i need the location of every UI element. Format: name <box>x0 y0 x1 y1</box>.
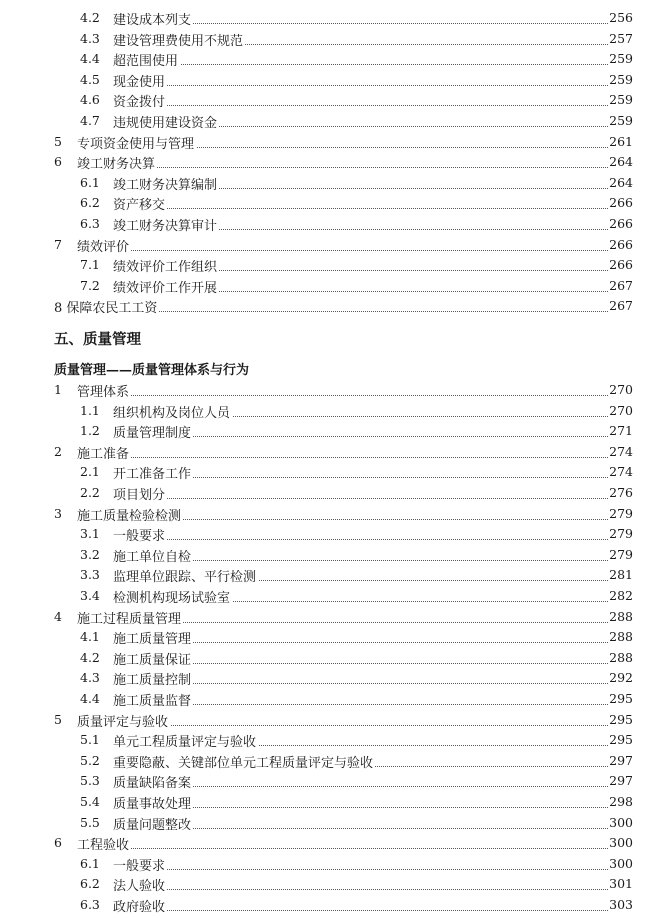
toc-entry-number: 4.2 <box>80 649 100 665</box>
toc-entry-title: 建设成本列支 <box>113 9 193 28</box>
toc-entry-page: 288 <box>609 608 633 624</box>
toc-entry-number: 6.1 <box>80 855 100 871</box>
toc-entry[interactable] <box>0 833 650 853</box>
toc-entry-number: 6 <box>54 835 62 851</box>
dot-leader <box>113 869 610 870</box>
toc-entry[interactable] <box>0 111 650 131</box>
dot-leader <box>113 85 610 86</box>
toc-entry[interactable] <box>0 524 650 544</box>
toc-entry-number: 6.1 <box>80 174 100 190</box>
toc-entry[interactable] <box>0 607 650 627</box>
toc-entry-number: 6.3 <box>80 897 100 912</box>
toc-entry[interactable] <box>0 214 650 234</box>
toc-entry-page: 256 <box>609 10 633 25</box>
toc-entry-number: 6 <box>54 154 62 170</box>
toc-entry[interactable] <box>0 255 650 275</box>
toc-entry[interactable] <box>0 648 650 668</box>
toc-entry-title: 质量缺陷备案 <box>113 772 193 791</box>
toc-entry-number: 5.3 <box>80 773 100 789</box>
toc-entry-number: 2.2 <box>80 485 100 500</box>
toc-entry-page: 259 <box>609 113 633 128</box>
toc-entry[interactable] <box>0 152 650 172</box>
toc-entry-title: 建设管理费使用不规范 <box>113 30 245 49</box>
toc-entry[interactable] <box>0 504 650 524</box>
toc-entry[interactable] <box>0 29 650 49</box>
toc-entry-number: 1.2 <box>80 423 100 439</box>
toc-entry-number: 5.2 <box>80 752 100 768</box>
toc-entry[interactable] <box>0 689 650 709</box>
toc-entry[interactable] <box>0 70 650 90</box>
toc-entry[interactable] <box>0 895 650 915</box>
toc-entry[interactable] <box>0 586 650 606</box>
toc-entry-page: 300 <box>609 855 633 871</box>
toc-entry-number: 6.3 <box>80 216 100 231</box>
toc-entry[interactable] <box>0 483 650 503</box>
toc-entry-number: 4.2 <box>80 10 100 25</box>
toc-entry[interactable] <box>0 813 650 833</box>
toc-entry-title: 资金拨付 <box>113 91 167 110</box>
toc-entry-page: 300 <box>609 835 633 851</box>
toc-entry-number: 4.6 <box>80 92 100 108</box>
toc-entry-page: 292 <box>609 670 633 686</box>
toc-entry-title: 违规使用建设资金 <box>113 112 219 131</box>
toc-entry[interactable] <box>0 296 650 316</box>
toc-entry-number: 7 <box>54 236 62 252</box>
toc-entry-number: 4 <box>54 608 62 624</box>
toc-entry-number: 6.2 <box>80 876 100 892</box>
toc-entry-number: 2 <box>54 443 62 459</box>
toc-entry-number: 4.3 <box>80 30 100 46</box>
dot-leader <box>113 889 610 890</box>
toc-entry-page: 281 <box>609 567 633 583</box>
toc-entry-page: 295 <box>609 711 633 727</box>
toc-entry-page: 266 <box>609 257 633 273</box>
toc-entry-title: 一般要求 <box>113 855 167 874</box>
toc-entry-page: 295 <box>609 691 633 706</box>
toc-entry-title: 绩效评价 <box>77 236 131 255</box>
toc-entry-title: 工程验收 <box>77 834 131 853</box>
toc-entry-page: 271 <box>609 423 633 439</box>
dot-leader <box>113 498 610 499</box>
toc-entry-title: 现金使用 <box>113 71 167 90</box>
toc-entry-number: 7.1 <box>80 257 100 273</box>
toc-entry-number: 4.5 <box>80 71 100 87</box>
toc-entry-page: 266 <box>609 216 633 231</box>
toc-entry-number: 2.1 <box>80 464 100 480</box>
toc-entry-number: 4.4 <box>80 691 100 706</box>
toc-entry-title: 重要隐蔽、关键部位单元工程质量评定与验收 <box>113 752 375 771</box>
toc-entry-page: 274 <box>609 464 633 480</box>
toc-entry-page: 274 <box>609 443 633 459</box>
toc-entry-title: 施工准备 <box>77 443 131 462</box>
toc-entry-title: 组织机构及岗位人员 <box>113 402 232 421</box>
toc-entry-title: 施工质量保证 <box>113 649 193 668</box>
toc-entry-title: 超范围使用 <box>113 50 180 69</box>
dot-leader <box>77 250 610 251</box>
toc-entry[interactable] <box>0 462 650 482</box>
toc-entry-number: 3.2 <box>80 546 100 562</box>
toc-entry-title: 绩效评价工作组织 <box>113 256 219 275</box>
toc-entry-number: 5.5 <box>80 814 100 830</box>
toc-entry-title: 施工过程质量管理 <box>77 608 183 627</box>
toc-entry-number: 5 <box>54 711 62 727</box>
toc-entry[interactable] <box>0 545 650 565</box>
toc-entry[interactable] <box>0 90 650 110</box>
toc-entry-number: 4.7 <box>80 113 100 128</box>
toc-entry-page: 279 <box>609 505 633 521</box>
toc-entry-page: 279 <box>609 526 633 542</box>
toc-entry-title: 检测机构现场试验室 <box>113 587 232 606</box>
toc-entry-page: 301 <box>609 876 633 892</box>
toc-entry-number: 3 <box>54 505 62 521</box>
dot-leader <box>113 105 610 106</box>
dot-leader <box>113 208 610 209</box>
toc-entry[interactable] <box>0 276 650 296</box>
dot-leader <box>77 395 610 396</box>
toc-entry-page: 298 <box>609 794 633 809</box>
toc-entry-number: 5.4 <box>80 794 100 809</box>
toc-entry-page: 288 <box>609 649 633 665</box>
toc-entry-number: 1 <box>54 382 62 397</box>
toc-entry[interactable] <box>0 627 650 647</box>
toc-entry-number: 5 <box>54 133 62 149</box>
toc-entry[interactable] <box>0 8 650 28</box>
toc-entry[interactable] <box>0 710 650 730</box>
toc-entry-page: 276 <box>609 485 633 500</box>
toc-entry-page: 282 <box>609 588 633 603</box>
toc-entry[interactable] <box>0 235 650 255</box>
toc-entry[interactable] <box>0 874 650 894</box>
toc-entry-page: 297 <box>609 752 633 768</box>
toc-entry-number: 7.2 <box>80 277 100 293</box>
toc-entry-number: 5.1 <box>80 732 100 748</box>
toc-entry-title: 政府验收 <box>113 896 167 915</box>
toc-entry-title: 竣工财务决算审计 <box>113 215 219 234</box>
toc-entry-page: 259 <box>609 51 633 67</box>
toc-entry-page: 300 <box>609 814 633 830</box>
toc-entry-page: 303 <box>609 897 633 912</box>
toc-entry-title: 质量事故处理 <box>113 793 193 812</box>
toc-entry[interactable] <box>0 380 650 400</box>
sub-heading: 质量管理——质量管理体系与行为 <box>54 363 250 378</box>
toc-entry-number: 3.4 <box>80 588 100 603</box>
toc-entry-page: 295 <box>609 732 633 748</box>
toc-entry[interactable] <box>0 442 650 462</box>
toc-entry-title: 项目划分 <box>113 484 167 503</box>
toc-entry-title: 施工质量监督 <box>113 690 193 709</box>
toc-entry-number: 6.2 <box>80 195 100 211</box>
toc-entry-number: 4.4 <box>80 51 100 67</box>
toc-entry-number: 3.3 <box>80 567 100 583</box>
toc-entry-page: 264 <box>609 154 633 170</box>
dot-leader <box>77 457 610 458</box>
toc-entry[interactable] <box>0 751 650 771</box>
toc-entry-page: 267 <box>609 298 633 314</box>
toc-entry-title: 监理单位跟踪、平行检测 <box>113 566 258 585</box>
toc-entry-page: 288 <box>609 629 633 645</box>
toc-entry-title: 8 保障农民工工资 <box>54 297 159 316</box>
toc-entry-title: 开工准备工作 <box>113 463 193 482</box>
toc-entry-page: 259 <box>609 71 633 87</box>
toc-entry-title: 施工质量控制 <box>113 669 193 688</box>
toc-entry-title: 法人验收 <box>113 875 167 894</box>
toc-entry-number: 3.1 <box>80 526 100 542</box>
dot-leader <box>113 910 610 911</box>
toc-entry-title: 质量管理制度 <box>113 422 193 441</box>
toc-entry-page: 279 <box>609 546 633 562</box>
toc-entry-title: 专项资金使用与管理 <box>77 133 196 152</box>
dot-leader <box>77 848 610 849</box>
toc-entry-page: 261 <box>609 133 633 149</box>
toc-entry-page: 270 <box>609 402 633 418</box>
toc-entry-page: 264 <box>609 174 633 190</box>
toc-entry-number: 4.3 <box>80 670 100 686</box>
toc-entry-page: 266 <box>609 195 633 211</box>
toc-entry-title: 竣工财务决算 <box>77 153 157 172</box>
toc-entry-number: 1.1 <box>80 402 100 418</box>
toc-entry-page: 267 <box>609 277 633 293</box>
toc-entry[interactable] <box>0 565 650 585</box>
toc-entry-title: 竣工财务决算编制 <box>113 174 219 193</box>
toc-entry-page: 259 <box>609 92 633 108</box>
toc-entry-title: 施工单位自检 <box>113 546 193 565</box>
toc-entry-title: 施工质量检验检测 <box>77 505 183 524</box>
toc-entry[interactable] <box>0 193 650 213</box>
dot-leader <box>113 64 610 65</box>
section-heading: 五、质量管理 <box>54 331 141 348</box>
dot-leader <box>113 539 610 540</box>
toc-entry-title: 资产移交 <box>113 194 167 213</box>
toc-entry-title: 管理体系 <box>77 381 131 400</box>
toc-entry[interactable] <box>0 854 650 874</box>
toc-entry[interactable] <box>0 792 650 812</box>
toc-entry[interactable] <box>0 421 650 441</box>
toc-entry[interactable] <box>0 401 650 421</box>
toc-entry-page: 297 <box>609 773 633 789</box>
toc-entry[interactable] <box>0 730 650 750</box>
toc-entry-title: 质量问题整改 <box>113 814 193 833</box>
toc-entry[interactable] <box>0 132 650 152</box>
toc-entry-page: 266 <box>609 236 633 252</box>
toc-entry-title: 单元工程质量评定与验收 <box>113 731 258 750</box>
toc-entry[interactable] <box>0 668 650 688</box>
toc-entry-number: 4.1 <box>80 629 100 645</box>
toc-entry[interactable] <box>0 771 650 791</box>
toc-entry[interactable] <box>0 173 650 193</box>
toc-entry-page: 270 <box>609 382 633 397</box>
toc-entry[interactable] <box>0 49 650 69</box>
toc-entry-page: 257 <box>609 30 633 46</box>
toc-entry-title: 一般要求 <box>113 525 167 544</box>
toc-entry-title: 施工质量管理 <box>113 628 193 647</box>
toc-entry-title: 绩效评价工作开展 <box>113 277 219 296</box>
toc-entry-title: 质量评定与验收 <box>77 711 170 730</box>
